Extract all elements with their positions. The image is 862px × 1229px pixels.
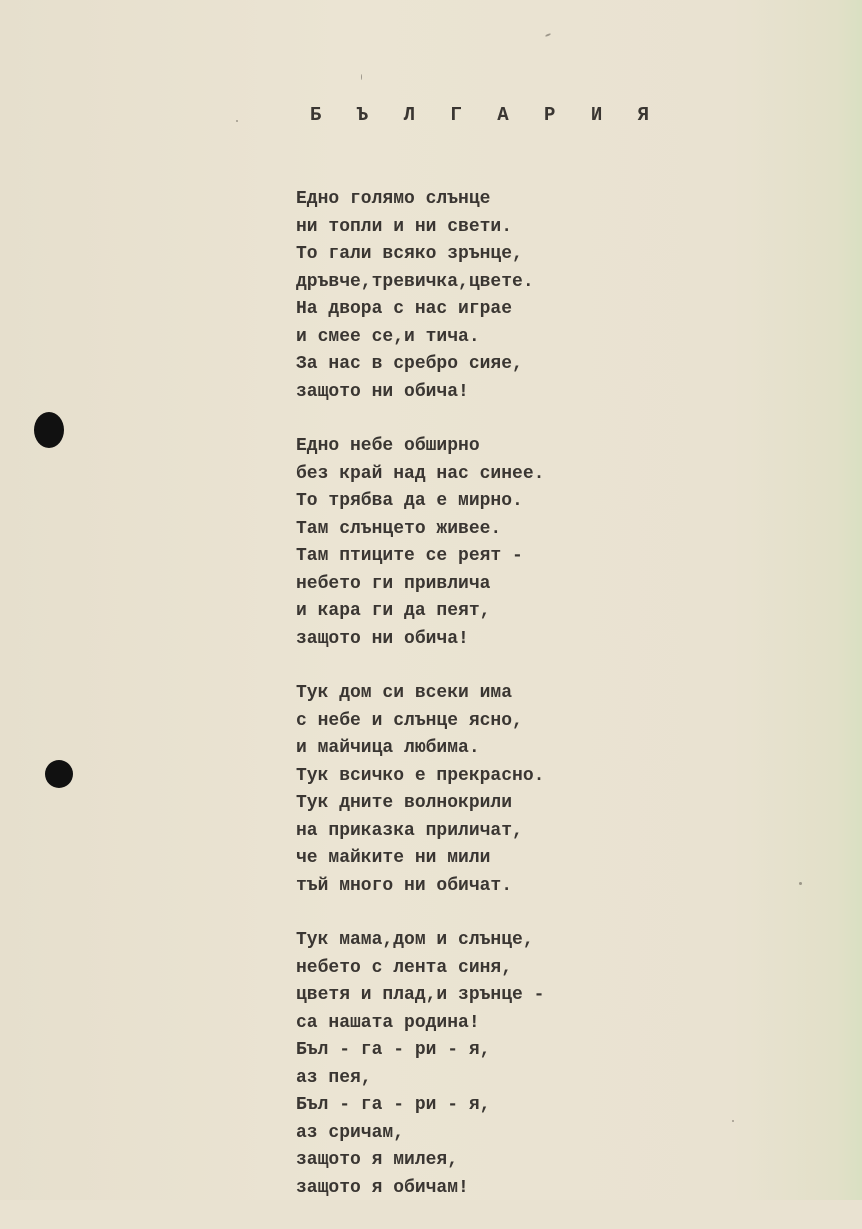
stanza bbox=[296, 680, 544, 900]
poem-line: дръвче,тревичка,цвете. bbox=[296, 271, 534, 292]
punch-hole bbox=[45, 760, 73, 788]
stanza bbox=[296, 186, 544, 406]
punch-hole bbox=[34, 412, 64, 448]
poem-line: аз пея, bbox=[296, 1067, 372, 1088]
poem-line: ни топли и ни свети. bbox=[296, 216, 513, 237]
poem-line: са нашата родина! bbox=[296, 1012, 480, 1033]
poem-line: Тук дом си всеки има bbox=[296, 683, 513, 703]
poem-line: То гали всяко зрънце, bbox=[296, 244, 523, 264]
poem-line: защото ни обича! bbox=[296, 628, 469, 649]
poem-line: Бъл - га - ри - я, bbox=[296, 1040, 491, 1060]
ink-speck bbox=[545, 33, 551, 37]
stanza bbox=[296, 433, 544, 653]
ink-speck bbox=[732, 1120, 734, 1122]
poem-line: Тук дните волнокрили bbox=[296, 793, 513, 813]
poem-line: За нас в сребро сияе, bbox=[296, 354, 523, 374]
poem-line: без край над нас синее. bbox=[296, 463, 545, 484]
poem-body bbox=[296, 186, 544, 1229]
poem-line: То трябва да е мирно. bbox=[296, 491, 523, 511]
poem-line: и кара ги да пеят, bbox=[296, 601, 491, 621]
poem-line: небето ги привлича bbox=[296, 573, 491, 594]
poem-line: Тук всичко е прекрасно. bbox=[296, 765, 545, 786]
poem-line: небето с лента синя, bbox=[296, 957, 513, 978]
poem-title: Б Ъ Л Г А Р И Я bbox=[310, 104, 662, 126]
ink-speck bbox=[799, 882, 802, 885]
poem-line: с небе и слънце ясно, bbox=[296, 710, 523, 731]
poem-line: и майчица любима. bbox=[296, 738, 480, 758]
poem-line: че майките ни мили bbox=[296, 848, 491, 868]
ink-speck bbox=[236, 120, 238, 122]
poem-line: защото я милея, bbox=[296, 1150, 459, 1170]
ink-speck bbox=[361, 74, 362, 80]
poem-line: защото ни обича! bbox=[296, 381, 469, 402]
poem-line: Там птиците се реят - bbox=[296, 546, 523, 566]
poem-line: Едно небе обширно bbox=[296, 436, 480, 456]
poem-line: На двора с нас играе bbox=[296, 299, 513, 319]
poem-line: Тук мама,дом и слънце, bbox=[296, 930, 534, 950]
stanza bbox=[296, 927, 544, 1202]
poem-line: защото я обичам! bbox=[296, 1177, 469, 1198]
poem-line: Там слънцето живее. bbox=[296, 518, 502, 539]
poem-line: цветя и плад,и зрънце - bbox=[296, 985, 545, 1005]
poem-line: Едно голямо слънце bbox=[296, 189, 491, 209]
poem-line: тъй много ни обичат. bbox=[296, 875, 513, 896]
poem-line: и смее се,и тича. bbox=[296, 326, 480, 347]
poem-line: Бъл - га - ри - я, bbox=[296, 1095, 491, 1115]
poem-line: на приказка приличат, bbox=[296, 820, 523, 841]
poem-line: аз сричам, bbox=[296, 1122, 405, 1143]
